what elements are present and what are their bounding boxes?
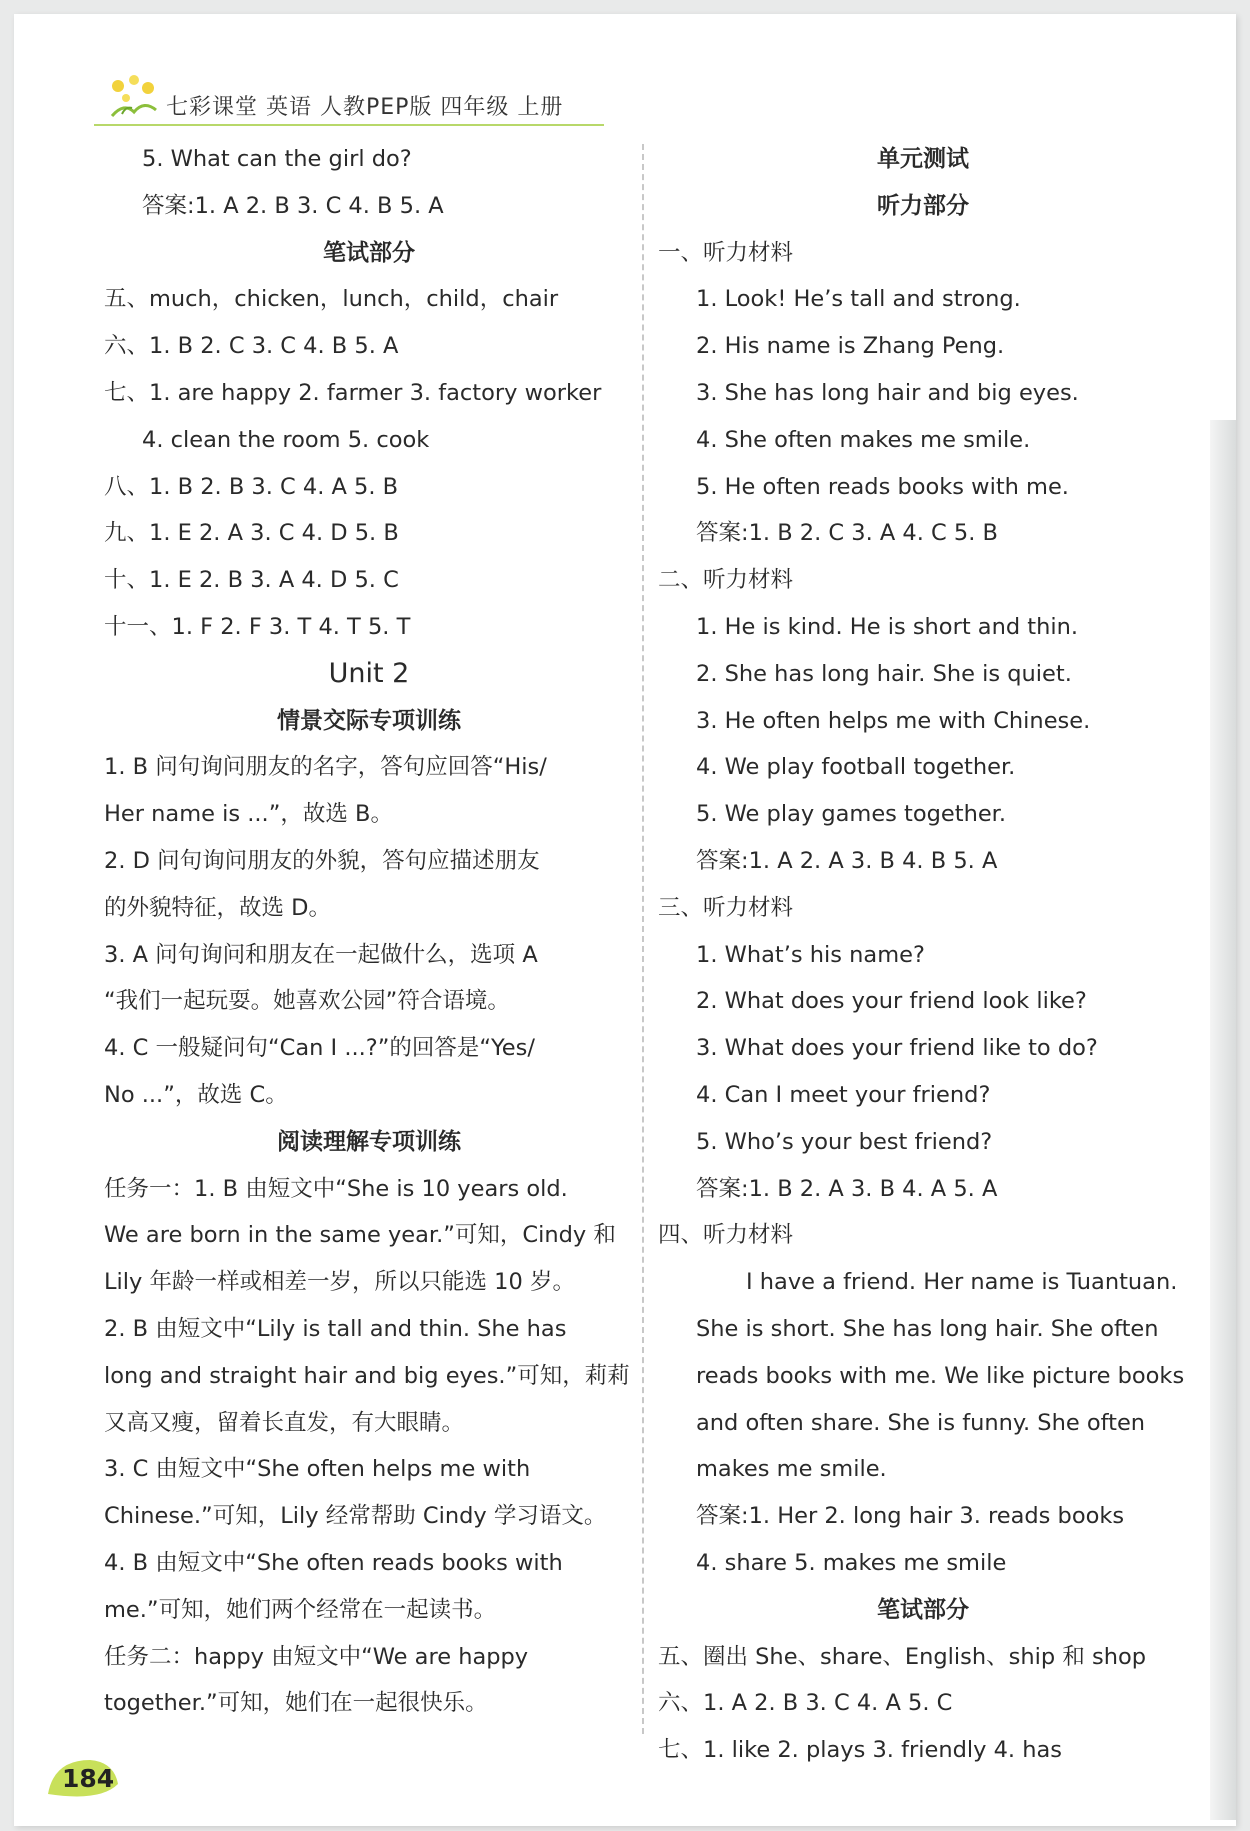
left-line: 八、1. B 2. B 3. C 4. A 5. B (104, 473, 399, 500)
left-line: We are born in the same year.”可知，Cindy 和 (104, 1222, 616, 1249)
right-line: and often share. She is funny. She often (696, 1409, 1146, 1436)
left-line: 1. B 问句询问朋友的名字，答句应回答“His/ (104, 754, 547, 781)
right-line: 答案:1. A 2. A 3. B 4. B 5. A (696, 847, 998, 874)
left-column (104, 136, 634, 1727)
left-line: 4. B 由短文中“She often reads books with (104, 1549, 563, 1576)
right-line: 3. What does your friend like to do? (696, 1035, 1098, 1062)
right-line: 4. share 5. makes me smile (696, 1549, 1007, 1576)
right-line: 听力部分 (877, 192, 969, 219)
left-line: long and straight hair and big eyes.”可知，莉莉 (104, 1362, 630, 1389)
left-line: 笔试部分 (323, 239, 415, 266)
right-line: 3. He often helps me with Chinese. (696, 707, 1091, 734)
left-line: 又高又瘦，留着长直发，有大眼睛。 (104, 1409, 465, 1436)
right-line: 三、听力材料 (658, 894, 794, 921)
right-line: makes me smile. (696, 1456, 887, 1483)
right-line: 2. She has long hair. She is quiet. (696, 660, 1072, 687)
page-number: 184 (62, 1764, 115, 1793)
left-line: 5. What can the girl do? (142, 146, 412, 172)
left-line: No ...”，故选 C。 (104, 1081, 288, 1108)
left-line: 九、1. E 2. A 3. C 4. D 5. B (104, 520, 399, 547)
right-line: 1. He is kind. He is short and thin. (696, 613, 1079, 640)
left-line: 的外貌特征，故选 D。 (104, 894, 331, 921)
left-line: 答案:1. A 2. B 3. C 4. B 5. A (142, 192, 444, 219)
right-line: 1. What’s his name? (696, 941, 925, 968)
right-column (658, 136, 1188, 1774)
right-line: 单元测试 (877, 146, 969, 172)
answer-page (14, 14, 1236, 1826)
right-line: 五、圈出 She、share、English、ship 和 shop (658, 1643, 1147, 1670)
left-line: 五、much，chicken，lunch，child，chair (104, 286, 559, 313)
left-line: 任务一：1. B 由短文中“She is 10 years old. (104, 1175, 568, 1202)
left-line: Lily 年龄一样或相差一岁，所以只能选 10 岁。 (104, 1269, 575, 1296)
right-line: 5. He often reads books with me. (696, 473, 1069, 500)
right-line: 5. Who’s your best friend? (696, 1128, 993, 1155)
left-line: Unit 2 (328, 657, 410, 689)
page-number-tab (44, 1754, 122, 1804)
left-line: 任务二：happy 由短文中“We are happy (104, 1643, 529, 1670)
left-line: 情景交际专项训练 (277, 707, 461, 734)
left-line: 4. clean the room 5. cook (142, 426, 430, 453)
left-line: me.”可知，她们两个经常在一起读书。 (104, 1596, 497, 1623)
page-edge (1210, 420, 1236, 1820)
left-line: 阅读理解专项训练 (277, 1128, 461, 1155)
right-line: 1. Look! He’s tall and strong. (696, 286, 1021, 313)
right-line: 四、听力材料 (658, 1222, 794, 1249)
right-line: 答案:1. B 2. C 3. A 4. C 5. B (696, 520, 998, 547)
right-line: 5. We play games together. (696, 801, 1007, 828)
left-line: Chinese.”可知，Lily 经常帮助 Cindy 学习语文。 (104, 1503, 607, 1530)
left-line: 3. A 问句询问和朋友在一起做什么，选项 A (104, 941, 538, 968)
left-line: together.”可知，她们在一起很快乐。 (104, 1690, 488, 1717)
left-line: Her name is ...”，故选 B。 (104, 801, 393, 828)
right-line: 七、1. like 2. plays 3. friendly 4. has (658, 1737, 1063, 1764)
left-line: 4. C 一般疑问句“Can I ...?”的回答是“Yes/ (104, 1035, 535, 1062)
left-line: 十一、1. F 2. F 3. T 4. T 5. T (104, 613, 411, 640)
left-line: 2. B 由短文中“Lily is tall and thin. She has (104, 1315, 567, 1342)
left-line: 六、1. B 2. C 3. C 4. B 5. A (104, 333, 399, 360)
left-line: “我们一起玩耍。她喜欢公园”符合语境。 (104, 988, 510, 1015)
right-line: 答案:1. B 2. A 3. B 4. A 5. A (696, 1175, 998, 1202)
flower-decoration-icon (104, 72, 164, 122)
column-divider (642, 144, 644, 1734)
right-line: 二、听力材料 (658, 567, 794, 594)
right-line: 答案:1. Her 2. long hair 3. reads books (696, 1503, 1125, 1530)
right-line: 4. We play football together. (696, 754, 1016, 781)
right-line: 六、1. A 2. B 3. C 4. A 5. C (658, 1690, 953, 1717)
left-line: 2. D 问句询问朋友的外貌，答句应描述朋友 (104, 847, 540, 874)
right-line: 4. Can I meet your friend? (696, 1081, 991, 1108)
right-line: 笔试部分 (877, 1596, 969, 1623)
right-line: 2. What does your friend look like? (696, 988, 1087, 1015)
right-line: 3. She has long hair and big eyes. (696, 379, 1079, 406)
right-line: 2. His name is Zhang Peng. (696, 333, 1005, 360)
right-line: 一、听力材料 (658, 239, 794, 266)
book-title: 七彩课堂 英语 人教PEP版 四年级 上册 (166, 95, 564, 120)
left-line: 十、1. E 2. B 3. A 4. D 5. C (104, 567, 399, 594)
left-line: 3. C 由短文中“She often helps me with (104, 1456, 531, 1483)
page-header (94, 72, 604, 126)
right-line: 4. She often makes me smile. (696, 426, 1031, 453)
left-line: 七、1. are happy 2. farmer 3. factory worker (104, 379, 602, 406)
right-line: reads books with me. We like picture books (696, 1362, 1185, 1389)
right-line: I have a friend. Her name is Tuantuan. (746, 1269, 1178, 1296)
right-line: She is short. She has long hair. She often (696, 1315, 1159, 1342)
